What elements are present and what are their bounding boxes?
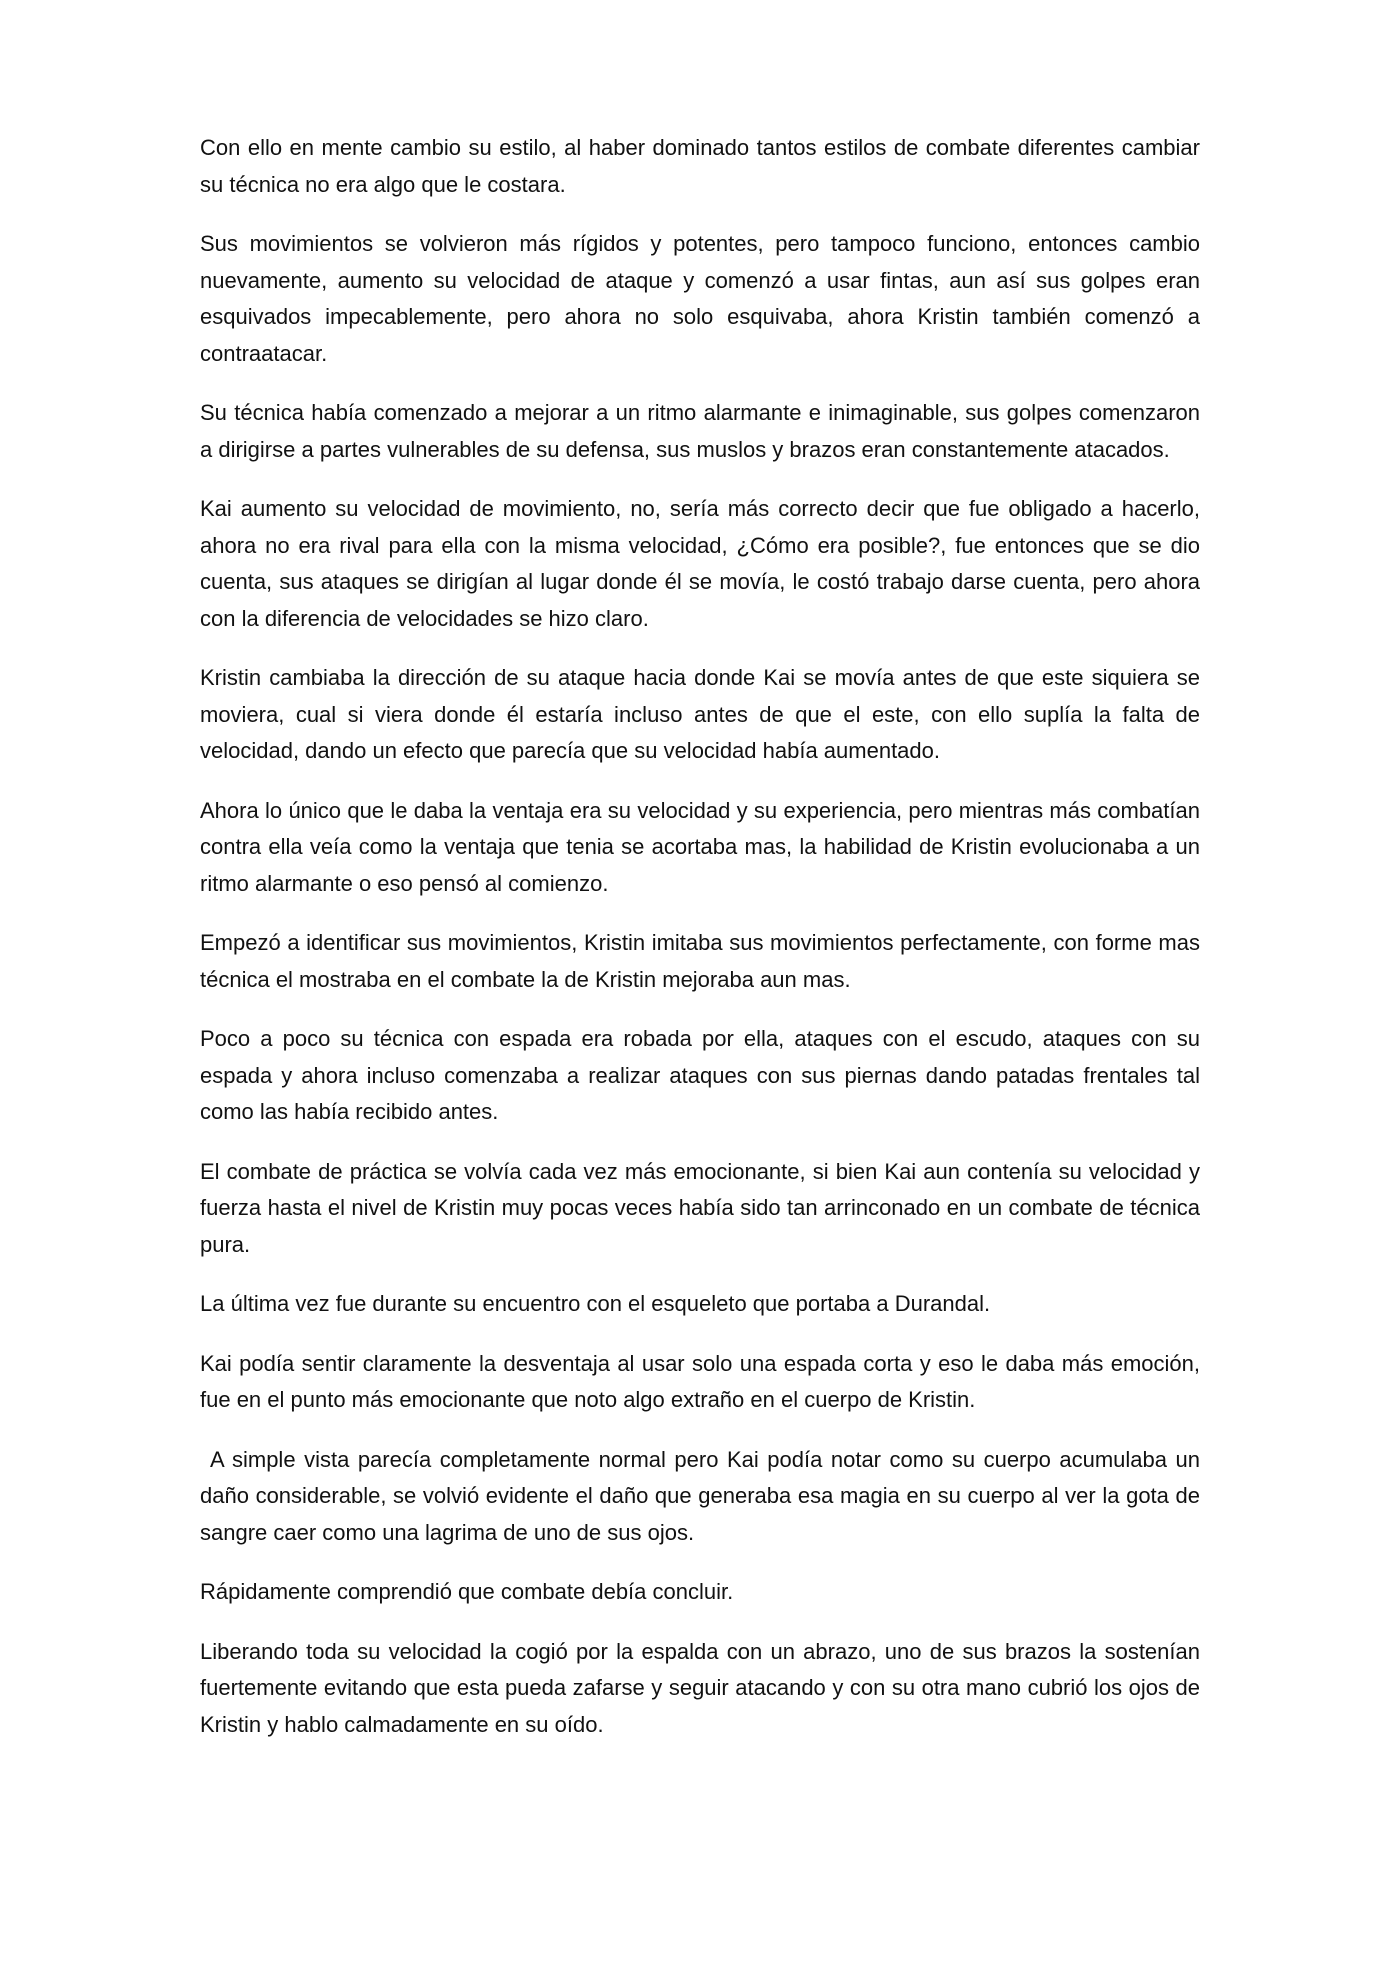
paragraph: Kai aumento su velocidad de movimiento, no, sería más correcto decir que fue obligado a hacerlo, ahora no era rival para ella con la misma velocidad, ¿Cómo era posible?, fue entonces que se dio cuenta, sus ataques se dirigían al lugar donde él se movía, le costó trabajo darse cuenta, pero ahora con la diferencia de velocidades se hizo claro. (200, 496, 1200, 631)
paragraph: A simple vista parecía completamente normal pero Kai podía notar como su cuerpo acumulaba un daño considerable, se volvió evidente el daño que generaba esa magia en su cuerpo al ver la gota de sangre caer como una lagrima de uno de sus ojos. (200, 1446, 1200, 1545)
paragraph: Kristin cambiaba la dirección de su ataque hacia donde Kai se movía antes de que este siquiera se moviera, cual si viera donde él estaría incluso antes de que el este, con ello suplía la falta de velocidad, dando un efecto que parecía que su velocidad había aumentado. (200, 665, 1200, 763)
paragraph: Sus movimientos se volvieron más rígidos y potentes, pero tampoco funciono, entonces cambio nuevamente, aumento su velocidad de ataque y comenzó a usar fintas, aun así sus golpes eran esquivados impecablemente, pero ahora no solo esquivaba, ahora Kristin también comenzó a contraatacar. (200, 231, 1200, 366)
paragraph: Liberando toda su velocidad la cogió por la espalda con un abrazo, uno de sus brazos la sostenían fuertemente evitando que esta pueda zafarse y seguir atacando y con su otra mano cubrió los ojos de Kristin y hablo calmadamente en su oído. (200, 1638, 1200, 1737)
paragraph: Su técnica había comenzado a mejorar a un ritmo alarmante e inimaginable, sus golpes comenzaron a dirigirse a partes vulnerables de su defensa, sus muslos y brazos eran constantemente atacados. (200, 400, 1200, 462)
document-body (200, 130, 1200, 1766)
paragraph: Rápidamente comprendió que combate debía concluir. (200, 1579, 734, 1604)
paragraph: Poco a poco su técnica con espada era robada por ella, ataques con el escudo, ataques con su espada y ahora incluso comenzaba a realizar ataques con sus piernas dando patadas frentales tal como las había recibido antes. (200, 1026, 1200, 1124)
paragraph: El combate de práctica se volvía cada vez más emocionante, si bien Kai aun contenía su velocidad y fuerza hasta el nivel de Kristin muy pocas veces había sido tan arrinconado en un combate de técnica pura. (200, 1158, 1200, 1257)
paragraph: La última vez fue durante su encuentro con el esqueleto que portaba a Durandal. (200, 1291, 991, 1316)
paragraph: Con ello en mente cambio su estilo, al haber dominado tantos estilos de combate diferentes cambiar su técnica no era algo que le costara. (200, 135, 1200, 197)
paragraph: Ahora lo único que le daba la ventaja era su velocidad y su experiencia, pero mientras más combatían contra ella veía como la ventaja que tenia se acortaba mas, la habilidad de Kristin evolucionaba a un ritmo alarmante o eso pensó al comienzo. (200, 797, 1200, 896)
paragraph: Empezó a identificar sus movimientos, Kristin imitaba sus movimientos perfectamente, con forme mas técnica el mostraba en el combate la de Kristin mejoraba aun mas. (200, 930, 1200, 992)
paragraph: Kai podía sentir claramente la desventaja al usar solo una espada corta y eso le daba más emoción, fue en el punto más emocionante que noto algo extraño en el cuerpo de Kristin. (200, 1350, 1200, 1412)
